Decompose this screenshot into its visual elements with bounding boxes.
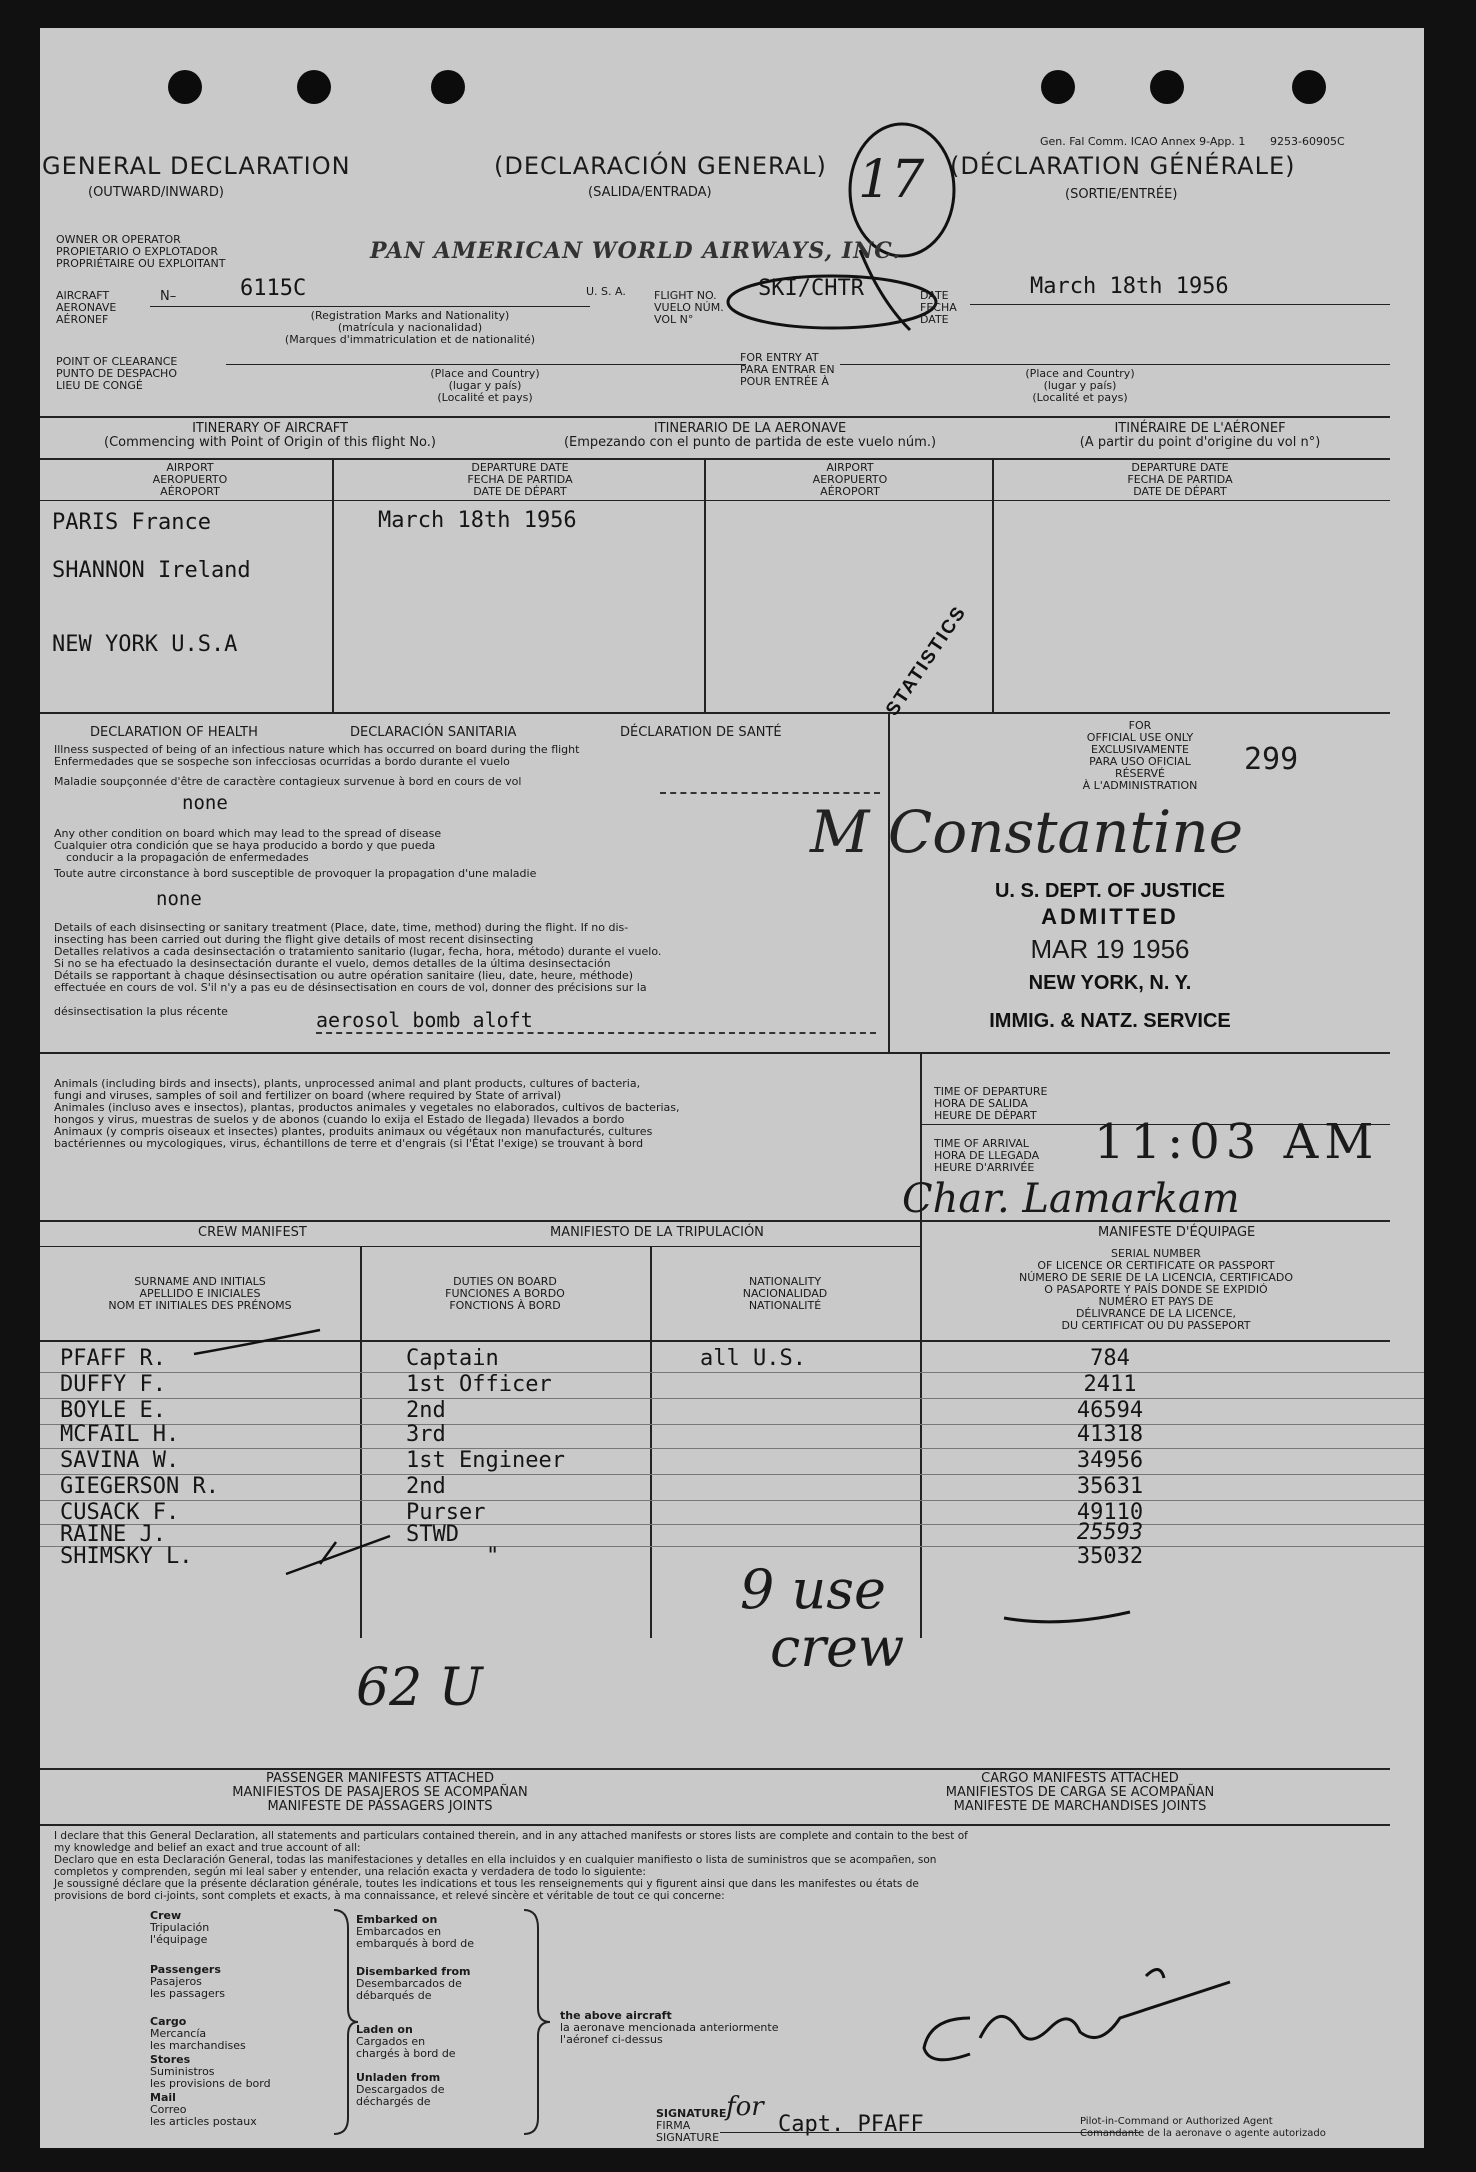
crew-name: SHIMSKY L. <box>60 1544 193 1569</box>
itinerary-header-en: ITINERARY OF AIRCRAFT (Commencing with Point of Origin of this flight No.) <box>104 421 436 450</box>
category-stores: Stores Suministros les provisions de bord <box>150 2053 271 2090</box>
clearance-place-note: (Place and Country) (lugar y país) (Localité et pays) <box>430 367 540 404</box>
col-nationality-header: NATIONALITY NACIONALIDAD NATIONALITÉ <box>742 1275 828 1312</box>
punch-hole <box>1150 70 1184 104</box>
owner-value: PAN AMERICAN WORLD AIRWAYS, INC. <box>370 238 901 264</box>
punch-hole <box>431 70 465 104</box>
crew-duty: 1st Engineer <box>406 1448 565 1473</box>
crew-duty: 1st Officer <box>406 1372 552 1397</box>
crew-name: RAINE J. <box>60 1522 166 1547</box>
check-mark <box>190 1324 330 1364</box>
admitted-stamp-line1: U. S. DEPT. OF JUSTICE <box>994 880 1226 902</box>
officer-signature: M Constantine <box>810 798 1244 866</box>
crew-duty: 3rd <box>406 1422 446 1447</box>
crew-licence: 35631 <box>1076 1474 1144 1499</box>
signature-role: Pilot-in-Command or Authorized Agent Comandante de la aeronave o agente autorizado <box>1080 2116 1326 2139</box>
passenger-manifest-note: PASSENGER MANIFESTS ATTACHED MANIFIESTOS DE PASAJEROS SE ACOMPAÑAN MANIFESTE DE PASSAGERS JOINTS <box>232 1771 528 1814</box>
departure-time-label: TIME OF DEPARTURE HORA DE SALIDA HEURE DE DÉPART <box>934 1085 1048 1122</box>
health-title-fr: DÉCLARATION DE SANTÉ <box>620 725 782 740</box>
check-mark <box>280 1528 400 1588</box>
itinerary-airport-3: NEW YORK U.S.A <box>52 632 238 657</box>
punch-hole <box>168 70 202 104</box>
movement-laden: Laden on Cargados en chargés à bord de <box>356 2023 456 2060</box>
usa-label: U. S. A. <box>586 285 626 298</box>
crew-title-fr: MANIFESTE D'ÉQUIPAGE <box>1098 1225 1256 1240</box>
crew-name: GIEGERSON R. <box>60 1474 219 1499</box>
crew-hand-note-3: 62 U <box>356 1658 483 1718</box>
crew-name: CUSACK F. <box>60 1500 180 1525</box>
health-q2: Any other condition on board which may lead to the spread of disease Cualquier otra condición que se haya producido a bordo y que pueda conducir a la propagación de enfermedades Toute autre circonstance à bord susceptible de provoquer la propagation d'une maladie <box>54 827 537 880</box>
hand-number: 17 <box>858 150 925 210</box>
crew-nationality: all U.S. <box>700 1346 806 1371</box>
crew-name: MCFAIL H. <box>60 1422 180 1447</box>
col-airport-header-2: AIRPORT AEROPUERTO AÉROPORT <box>812 461 888 498</box>
title-es-sub: (SALIDA/ENTRADA) <box>588 185 712 200</box>
clearance-label: POINT OF CLEARANCE PUNTO DE DESPACHO LIEU DE CONGÉ <box>56 355 178 392</box>
title-fr: (DÉCLARATION GÉNÉRALE) <box>950 152 1296 180</box>
arrival-hand-note: Char. Lamarkam <box>902 1176 1240 1222</box>
title-fr-sub: (SORTIE/ENTRÉE) <box>1065 187 1178 202</box>
declaration-sheet <box>40 28 1424 2148</box>
crew-name: DUFFY F. <box>60 1372 166 1397</box>
form-code-right: 9253-60905C <box>1270 135 1345 148</box>
registration-note: (Registration Marks and Nationality) (matrícula y nacionalidad) (Marques d'immatriculation et de nationalité) <box>284 309 536 346</box>
crew-licence: 2411 <box>1083 1372 1137 1397</box>
official-number: 299 <box>1244 742 1299 777</box>
category-passengers: Passengers Pasajeros les passagers <box>150 1963 225 2000</box>
crew-duty: 2nd <box>406 1474 446 1499</box>
movement-unladen: Unladen from Descargados de déchargés de <box>356 2071 445 2108</box>
health-a2: none <box>156 888 202 910</box>
crew-duty: 2nd <box>406 1398 446 1423</box>
title-en: GENERAL DECLARATION <box>42 152 351 180</box>
crew-licence: 34956 <box>1076 1448 1144 1473</box>
animals-text: Animals (including birds and insects), plants, unprocessed animal and plant products, cultures of bacteria, fungi and viruses, samples of soil and fertilizer on board (where required by State of arrival) Animales (incluso aves e insectos), plantas, productos animales y vegetales no elaborados, cultivos de bacterias, hongos y virus, muestras de suelos y de abonos (cuando lo exija el Estado de llegada) llevados a bordo Animaux (y compris oiseaux et insectes) plantes, produits animaux ou végétaux non manufacturés, cultures bactériennes ou mycologiques, virus, échantillons de terre et d'engrais (si l'État l'exige) se trouvant à bord <box>54 1077 680 1150</box>
punch-hole <box>297 70 331 104</box>
signature-label: SIGNATURE FIRMA SIGNATURE <box>656 2107 727 2144</box>
crew-licence: 35032 <box>1076 1544 1144 1569</box>
movement-disembarked: Disembarked from Desembarcados de débarqués de <box>356 1965 471 2002</box>
crew-hand-note-1: 9 use <box>740 1558 886 1621</box>
admitted-stamp-service: IMMIG. & NATZ. SERVICE <box>989 1010 1231 1032</box>
col-departure-header: DEPARTURE DATE FECHA DE PARTIDA DATE DE DÉPART <box>467 461 573 498</box>
itinerary-airport-1: PARIS France <box>52 510 211 535</box>
category-mail: Mail Correo les articles postaux <box>150 2091 257 2128</box>
crew-name: PFAFF R. <box>60 1346 166 1371</box>
col-name-header: SURNAME AND INITIALS APELLIDO E INICIALES NOM ET INITIALES DES PRÉNOMS <box>108 1275 292 1312</box>
entry-place-note: (Place and Country) (lugar y país) (Localité et pays) <box>1025 367 1135 404</box>
arrival-time-value: 11:03 AM <box>1094 1114 1380 1170</box>
crew-name: SAVINA W. <box>60 1448 180 1473</box>
col-departure-header-2: DEPARTURE DATE FECHA DE PARTIDA DATE DE DÉPART <box>1127 461 1233 498</box>
signature-for: for <box>726 2092 764 2122</box>
crew-licence: 41318 <box>1076 1422 1144 1447</box>
aircraft-registration: 6115C <box>240 276 307 301</box>
itinerary-header-es: ITINERARIO DE LA AERONAVE (Empezando con el punto de partida de este vuelo núm.) <box>563 421 937 450</box>
health-q1: Illness suspected of being of an infectious nature which has occurred on board during the flight Enfermedades que se sospeche son infecciosas ocurridas a bordo durante el vuelo Maladie soupçonnée d'être de caractère contagieux survenue à bord en cours de vol <box>54 743 580 788</box>
crew-duty: Captain <box>406 1346 499 1371</box>
itinerary-date-1: March 18th 1956 <box>378 508 577 533</box>
title-es: (DECLARACIÓN GENERAL) <box>494 152 827 180</box>
crew-title-es: MANIFIESTO DE LA TRIPULACIÓN <box>550 1225 764 1240</box>
hand-stroke <box>1000 1598 1140 1638</box>
crew-licence: 784 <box>1090 1346 1130 1371</box>
crew-name: BOYLE E. <box>60 1398 166 1423</box>
admitted-stamp-place: NEW YORK, N. Y. <box>1028 972 1192 994</box>
crew-duty: " <box>486 1544 500 1569</box>
owner-label: OWNER OR OPERATOR PROPIETARIO O EXPLOTADOR PROPRIÉTAIRE OU EXPLOITANT <box>56 233 226 270</box>
above-aircraft: the above aircraft la aeronave mencionada anteriormente l'aéronef ci-dessus <box>560 2009 779 2046</box>
crew-title-en: CREW MANIFEST <box>198 1225 307 1240</box>
signature-value: Capt. PFAFF <box>778 2112 924 2137</box>
declaration-text: I declare that this General Declaration, all statements and particulars contained therein, and in any attached manifests or stores lists are complete and contain to the best of my knowledge and belief an exact and true account of all: Declaro que en esta Declaración General, todas las manifestaciones y detalles en ella incluidos y en cualquier manifiesto o lista de suministros que se acompañen, son completos y comprenden, según mi leal saber y entender, una relación exacta y verdadera de todo lo siguiente: Je soussigné déclare que la présente déclaration générale, toutes les indications et tous les renseignements qui y figurent ainsi que dans les manifestes ou états de provisions de bord ci-joints, sont complets et exacts, à ma connaissance, et relevé sincère et véritable de tout ce qui concerne: <box>54 1830 968 1902</box>
crew-licence: 25593 <box>1076 1520 1144 1545</box>
arrival-time-label: TIME OF ARRIVAL HORA DE LLEGADA HEURE D'ARRIVÉE <box>934 1137 1040 1174</box>
admitted-stamp-date: MAR 19 1956 <box>1030 934 1190 964</box>
date-label: DATE FECHA DATE <box>920 289 957 326</box>
col-licence-header: SERIAL NUMBER OF LICENCE OR CERTIFICATE OR PASSPORT NÚMERO DE SERIE DE LA LICENCIA, CERTIFICADO O PASAPORTE Y PAÍS DONDE SE EXPIDIÓ NUMÉRO ET PAYS DE DÉLIVRANCE DE LA LICENCE, DU CERTIFICAT OU DU PASSEPORT <box>1018 1247 1294 1332</box>
itinerary-header-fr: ITINÉRAIRE DE L'AÉRONEF (A partir du point d'origine du vol n°) <box>1079 421 1321 450</box>
health-title-en: DECLARATION OF HEALTH <box>90 725 258 740</box>
aircraft-label: AIRCRAFT AERONAVE AÉRONEF <box>56 289 117 326</box>
flight-number: SKI/CHTR <box>758 276 864 301</box>
health-q3: Details of each disinsecting or sanitary treatment (Place, date, time, method) during the flight. If no dis- insecting has been carried out during the flight give details of most recent disinsecting Detalles relativos a cada desinsectación o tratamiento sanitario (lugar, fecha, hora, método) durante el vuelo. Si no se ha efectuado la desinsectación durante el vuelo, demos detalles de la última desinsectación Détails se rapportant à chaque désinsectisation ou autre opération sanitaire (lieu, date, heure, méthode) effectuée en cours de vol. S'il n'y a pas eu de désinsectisation en cours de vol, donner des précisions sur la désinsectisation la plus récente <box>54 921 662 1018</box>
category-crew: Crew Tripulación l'équipage <box>150 1909 210 1946</box>
health-a1: none <box>182 792 228 814</box>
flight-label: FLIGHT NO. VUELO NÚM. VOL N° <box>654 289 724 326</box>
col-airport-header: AIRPORT AEROPUERTO AÉROPORT <box>152 461 228 498</box>
health-a3: aerosol bomb aloft <box>316 1008 533 1032</box>
admitted-stamp-line2: ADMITTED <box>1041 904 1179 929</box>
punch-hole <box>1041 70 1075 104</box>
aircraft-prefix: N– <box>160 289 177 304</box>
crew-duty: Purser <box>406 1500 486 1525</box>
date-value: March 18th 1956 <box>1030 274 1229 299</box>
punch-hole <box>1292 70 1326 104</box>
entry-label: FOR ENTRY AT PARA ENTRAR EN POUR ENTRÉE À <box>740 351 835 388</box>
health-title-es: DECLARACIÓN SANITARIA <box>350 725 517 740</box>
category-cargo: Cargo Mercancía les marchandises <box>150 2015 246 2052</box>
itinerary-airport-2: SHANNON Ireland <box>52 558 251 583</box>
crew-licence: 49110 <box>1076 1500 1144 1525</box>
movement-embarked: Embarked on Embarcados en embarqués à bord de <box>356 1913 474 1950</box>
cargo-manifest-note: CARGO MANIFESTS ATTACHED MANIFIESTOS DE CARGA SE ACOMPAÑAN MANIFESTE DE MARCHANDISES JOINTS <box>945 1771 1215 1814</box>
official-use-label: FOR OFFICIAL USE ONLY EXCLUSIVAMENTE PARA USO OFICIAL RÉSERVÉ À L'ADMINISTRATION <box>1082 719 1198 792</box>
title-en-sub: (OUTWARD/INWARD) <box>88 185 224 200</box>
bracket-right <box>520 1908 560 2138</box>
crew-hand-note-2: crew <box>770 1616 905 1679</box>
statistics-stamp: STATISTICS <box>882 601 972 720</box>
pilot-signature-mark <box>910 1958 1250 2078</box>
crew-licence: 46594 <box>1076 1398 1144 1423</box>
col-duties-header: DUTIES ON BOARD FUNCIONES A BORDO FONCTIONS À BORD <box>445 1275 565 1312</box>
form-code-left: Gen. Fal Comm. ICAO Annex 9-App. 1 <box>1040 135 1246 148</box>
crew-duty: STWD <box>406 1522 459 1547</box>
